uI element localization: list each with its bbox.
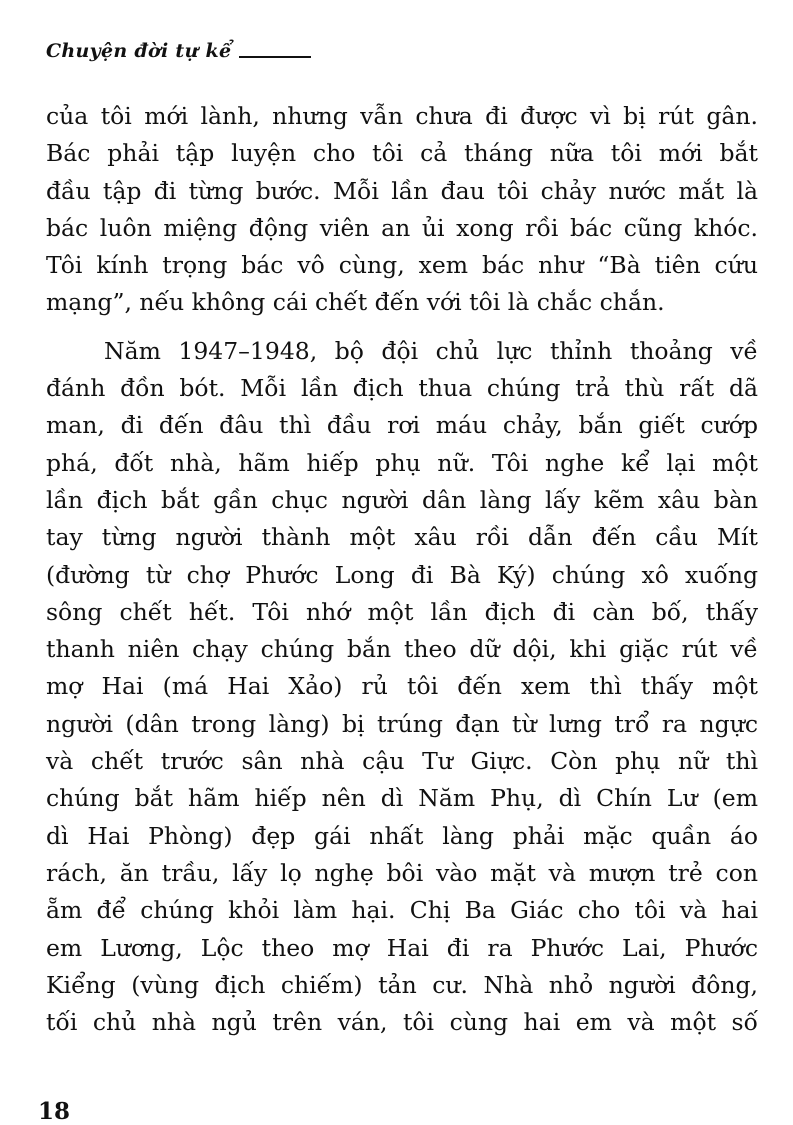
body-text (46, 98, 758, 1041)
text-line: đánh đồn bót. Mỗi lần địch thua chúng trả thù rất dã (46, 374, 758, 403)
text-line: phá, đốt nhà, hãm hiếp phụ nữ. Tôi nghe kể lại một (46, 448, 758, 477)
running-title: Chuyện đời tự kể (46, 40, 232, 62)
text-line: man, đi đến đâu thì đầu rơi máu chảy, bắn giết cướp (46, 411, 758, 440)
text-line: thanh niên chạy chúng bắn theo dữ dội, khi giặc rút về (46, 635, 758, 664)
text-line: mợ Hai (má Hai Xảo) rủ tôi đến xem thì thấy một (46, 672, 758, 701)
text-line: mạng”, nếu không cái chết đến với tôi là chắc chắn. (46, 288, 665, 317)
text-line: rách, ăn trầu, lấy lọ nghẹ bôi vào mặt và mượn trẻ con (46, 858, 758, 887)
text-line: (đường từ chợ Phước Long đi Bà Ký) chúng xô xuống (46, 560, 758, 589)
paragraph-gap (46, 322, 758, 333)
page-number: 18 (38, 1098, 71, 1125)
text-line: chúng bắt hãm hiếp nên dì Năm Phụ, dì Chín Lư (em (46, 784, 758, 813)
header-rule (239, 56, 311, 58)
text-line: tối chủ nhà ngủ trên ván, tôi cùng hai em và một số (46, 1008, 758, 1037)
text-line: Tôi kính trọng bác vô cùng, xem bác như “Bà tiên cứu (46, 251, 758, 280)
text-line: đầu tập đi từng bước. Mỗi lần đau tôi chảy nước mắt là (46, 176, 758, 205)
text-line: sông chết hết. Tôi nhớ một lần địch đi càn bố, thấy (46, 597, 758, 626)
running-header (46, 40, 311, 62)
text-line: em Lương, Lộc theo mợ Hai đi ra Phước Lai, Phước (46, 933, 758, 962)
text-line: và chết trước sân nhà cậu Tư Giực. Còn phụ nữ thì (46, 747, 758, 776)
text-line: bác luôn miệng động viên an ủi xong rồi bác cũng khóc. (46, 213, 758, 242)
text-line: lần địch bắt gần chục người dân làng lấy kẽm xâu bàn (46, 485, 758, 514)
text-line: dì Hai Phòng) đẹp gái nhất làng phải mặc quần áo (46, 821, 758, 850)
text-line: người (dân trong làng) bị trúng đạn từ lưng trổ ra ngực (46, 709, 758, 738)
paragraph-1 (46, 98, 758, 322)
text-line: Bác phải tập luyện cho tôi cả tháng nữa tôi mới bắt (46, 139, 758, 168)
paragraph-2 (46, 333, 758, 1042)
text-line: của tôi mới lành, nhưng vẫn chưa đi được vì bị rút gân. (46, 102, 758, 130)
text-line: Năm 1947–1948, bộ đội chủ lực thỉnh thoảng về (104, 336, 758, 365)
text-line: tay từng người thành một xâu rồi dẫn đến cầu Mít (46, 523, 758, 552)
text-line: Kiểng (vùng địch chiếm) tản cư. Nhà nhỏ người đông, (46, 970, 758, 999)
text-line: ẵm để chúng khỏi làm hại. Chị Ba Giác cho tôi và hai (46, 896, 758, 925)
